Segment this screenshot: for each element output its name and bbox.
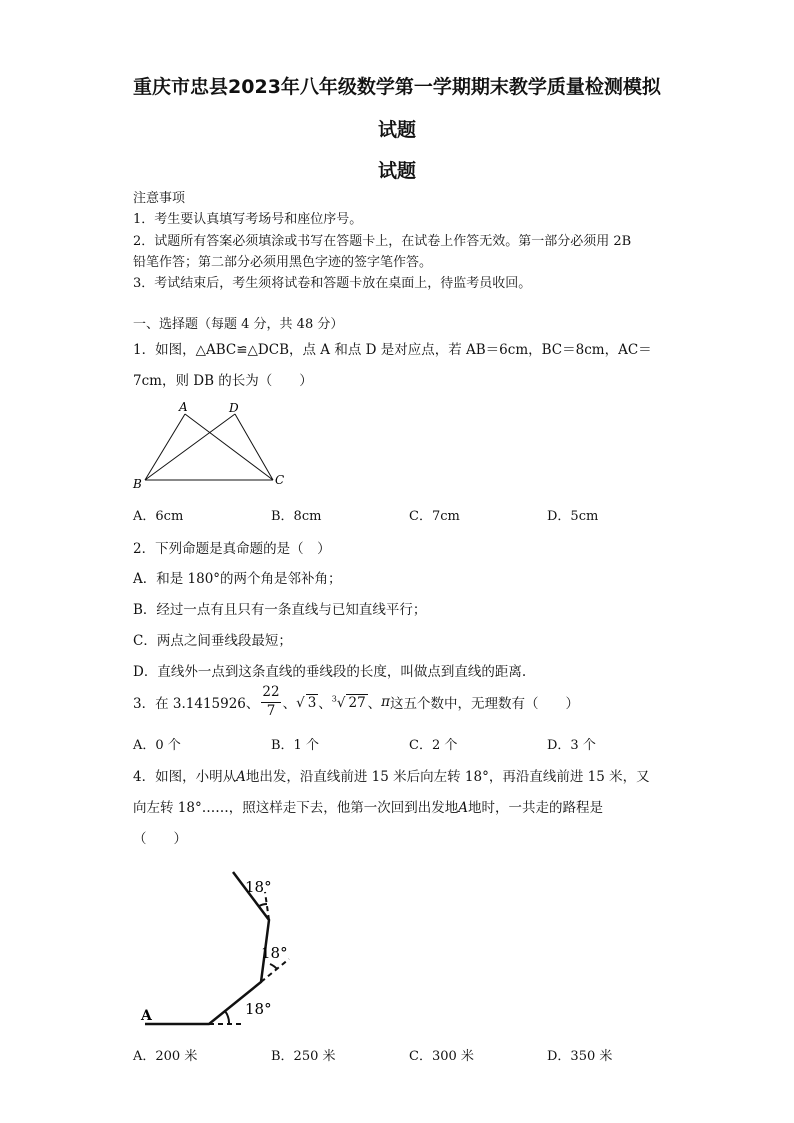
angle-arc-2 bbox=[270, 964, 277, 969]
q3-option-b: B．1 个 bbox=[271, 738, 319, 753]
q3-pi: π bbox=[381, 694, 391, 710]
q2-option-b: B．经过一点有且只有一条直线与已知直线平行； bbox=[133, 602, 427, 618]
q4-option-b: B．250 米 bbox=[271, 1049, 336, 1064]
q4-line2-b: 地时，一共走的路程是 bbox=[467, 800, 603, 816]
q3-sep1: 、 bbox=[282, 696, 297, 712]
q3-prefix: 3．在 3.1415926、 bbox=[133, 696, 260, 712]
q4-stem-line3: （ ） bbox=[133, 831, 187, 847]
q3-option-d: D．3 个 bbox=[547, 738, 596, 753]
q3-sep2: 、 bbox=[318, 696, 332, 712]
q4-stem-line1 bbox=[133, 765, 650, 785]
angle-arc-1 bbox=[225, 1011, 229, 1024]
q3-cbrt-index: 3 bbox=[331, 694, 337, 703]
q3-fraction bbox=[261, 686, 280, 718]
q4-line2-a: 向左转 18°……，照这样走下去，他第一次回到出发地 bbox=[133, 800, 459, 816]
notes-heading: 注意事项 bbox=[133, 191, 186, 206]
notes-item-2: 2．试题所有答案必须填涂或书写在答题卡上，在试卷上作答无效。第一部分必须用 2B bbox=[133, 234, 632, 249]
q4-line1-a: 4．如图，小明从 bbox=[133, 769, 237, 785]
q1-option-a: A．6cm bbox=[133, 509, 184, 524]
exam-title: 重庆市忠县2023年八年级数学第一学期期末教学质量检测模拟 bbox=[133, 76, 661, 98]
exam-subtitle: 试题 bbox=[377, 160, 416, 182]
angle-label-3: 18° bbox=[245, 878, 272, 896]
q2-option-c: C．两点之间垂线段最短； bbox=[133, 633, 292, 649]
q3-cbrt-radicand: 27 bbox=[348, 694, 366, 711]
section-heading: 一、选择题（每题 4 分，共 48 分） bbox=[133, 317, 344, 332]
q1-option-d: D．5cm bbox=[547, 509, 599, 524]
q4-path-figure bbox=[133, 862, 313, 1032]
q1-stem-line2: 7cm，则 DB 的长为（ ） bbox=[133, 373, 313, 389]
q4-line1-var: A bbox=[236, 769, 246, 785]
angle-label-2: 18° bbox=[261, 944, 288, 962]
label-start-a: A bbox=[141, 1008, 152, 1024]
q3-cbrt: $^3$√ 27 bbox=[331, 694, 366, 711]
q3-option-c: C．2 个 bbox=[409, 738, 458, 753]
q3-option-a: A．0 个 bbox=[133, 738, 181, 753]
q1-option-b: B．8cm bbox=[271, 509, 322, 524]
q1-triangle-figure bbox=[125, 398, 295, 494]
segment-ba bbox=[145, 414, 185, 480]
q4-stem-line2 bbox=[133, 796, 603, 816]
label-a: A bbox=[179, 400, 188, 414]
angle-arc-3 bbox=[259, 904, 267, 906]
q4-line2-var: A bbox=[458, 800, 468, 816]
segment-dc bbox=[235, 414, 273, 480]
q3-stem bbox=[133, 686, 579, 718]
notes-item-3: 3．考试结束后，考生须将试卷和答题卡放在桌面上，待监考员收回。 bbox=[133, 276, 532, 291]
q4-option-d: D．350 米 bbox=[547, 1049, 613, 1064]
label-b: B bbox=[133, 477, 142, 491]
angle-label-1: 18° bbox=[245, 1000, 272, 1018]
notes-item-2-cont: 铅笔作答；第二部分必须用黑色字迹的签字笔作答。 bbox=[133, 255, 433, 270]
q4-line1-b: 地出发，沿直线前进 15 米后向左转 18°，再沿直线前进 15 米，又 bbox=[245, 769, 650, 785]
notes-item-1: 1．考生要认真填写考场号和座位序号。 bbox=[133, 212, 363, 227]
label-d: D bbox=[229, 401, 239, 415]
q3-sep3: 、 bbox=[367, 696, 382, 712]
q3-suffix: 这五个数中，无理数有（ ） bbox=[390, 696, 580, 712]
q2-option-d: D．直线外一点到这条直线的垂线段的长度，叫做点到直线的距离. bbox=[133, 664, 527, 680]
extension-2 bbox=[261, 959, 289, 982]
segment-ac bbox=[185, 414, 273, 480]
q1-stem-line1: 1．如图，△ABC≌△DCB，点 A 和点 D 是对应点，若 AB＝6cm，BC＝8cm，AC＝ bbox=[133, 342, 652, 358]
q3-frac-num: 22 bbox=[261, 686, 280, 703]
q3-sqrt: √ 3 bbox=[296, 694, 317, 711]
q3-sqrt-radicand: 3 bbox=[307, 694, 317, 711]
q2-stem: 2．下列命题是真命题的是（ ） bbox=[133, 541, 331, 557]
exam-title-line2: 试题 bbox=[377, 119, 416, 141]
q4-option-a: A．200 米 bbox=[133, 1049, 198, 1064]
q3-frac-den: 7 bbox=[266, 702, 276, 719]
q2-option-a: A．和是 180°的两个角是邻补角； bbox=[133, 571, 342, 587]
label-c: C bbox=[275, 473, 285, 487]
segment-bd bbox=[145, 414, 235, 480]
q4-option-c: C．300 米 bbox=[409, 1049, 474, 1064]
q1-option-c: C．7cm bbox=[409, 509, 460, 524]
